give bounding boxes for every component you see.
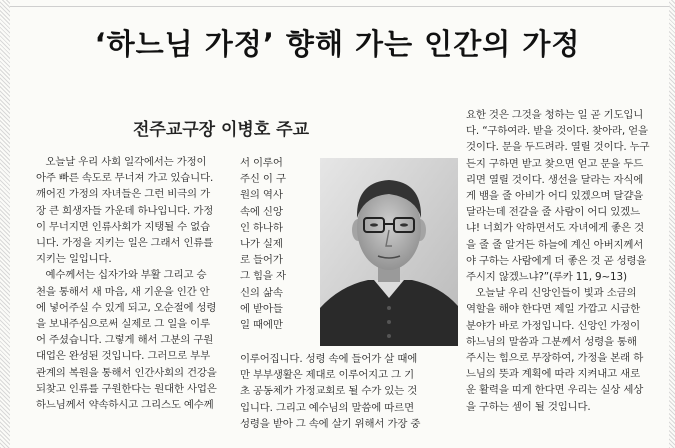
article-column-1: 오늘날 우리 사회 일각에서는 가정이 아주 빠른 속도로 무너져 가고 있습니다. 깨어진 가정의 자녀들은 그런 비극의 가 장 큰 희생자들 가운데 하나입니다. 가정 이 무너지면 인류사회가 지탱될 수 없습 니다. 가정을 지키는 일은 그래서 인류를 지키는 일입니다. 예수께서는 십자가와 부활 그리고 승 천을 통해서 새 마음, 새 기운을 인간 안 에 넣어주실 수 있게 되고, 오순절에 성령 을 보내주심으로써 실제로 그 일을 이루 어 주셨습니다. 그렇게 해서 그분의 구원 대업은 완성된 것입니다. 그러므로 부부 관계의 복원을 통해서 인간사회의 건강을 되찾고 인류를 구원한다는 원대한 사업은 하느님께서 약속하시고 그리스도 예수께 (36, 156, 217, 412)
article-byline: 전주교구장 이병호 주교 (132, 120, 310, 140)
article-headline: ‘하느님 가정’ 향해 가는 인간의 가정 (94, 27, 581, 61)
top-rule (10, 6, 669, 7)
article-column-3: 요한 것은 그것을 청하는 일 곧 기도입니 다. “구하여라. 받을 것이다. 찾아라, 얻을 것이다. 문을 두드려라. 열릴 것이다. 누구 든지 구하면 받고 찾으면 얻고 문을 두드 리면 열릴 것이다. 생선을 달라는 자식에 게 뱀을 줄 아비가 어디 있겠으며 달걀을 달라는데 전갈을 줄 사람이 어디 있겠느 냐! 너희가 악하면서도 자녀에게 좋은 것 을 줄 줄 알거든 하늘에 계신 아버지께서 야 구하는 사람에게 더 좋은 것 곧 성령을 주시지 않겠느냐?”(루카 11, 9~13) 오늘날 우리 신앙인들이 빛과 소금의 역할을 해야 한다면 제일 가깝고 시급한 분야가 바로 가정입니다. 신앙인 가정이 하느님의 말씀과 그분께서 성령을 통해 주시는 힘으로 무장하여, 가정을 본래 하 느님의 뜻과 계획에 따라 지켜내고 새로 운 활력을 띠게 한다면 우리는 실상 세상 을 구하는 셈이 될 것입니다. (466, 109, 650, 413)
left-margin-texture (0, 0, 10, 448)
bishop-portrait-photo (320, 158, 458, 346)
right-margin-texture (669, 0, 675, 448)
article-column-2-narrow: 서 이루어 주신 이 구 원의 역사 속에 신앙 인 하나하 나가 실제 로 들어가 그 힘을 자 신의 삶속 에 받아들 일 때에만 (240, 157, 286, 332)
article-column-2-wide: 이루어집니다. 성령 속에 들어가 살 때에 만 부부생활은 제대로 이루어지고 그 기 초 공동체가 가정교회로 될 수가 있는 것 입니다. 그리고 예수님의 말씀에 따르면 성령을 받아 그 속에 살기 위해서 가장 중 (240, 353, 421, 430)
